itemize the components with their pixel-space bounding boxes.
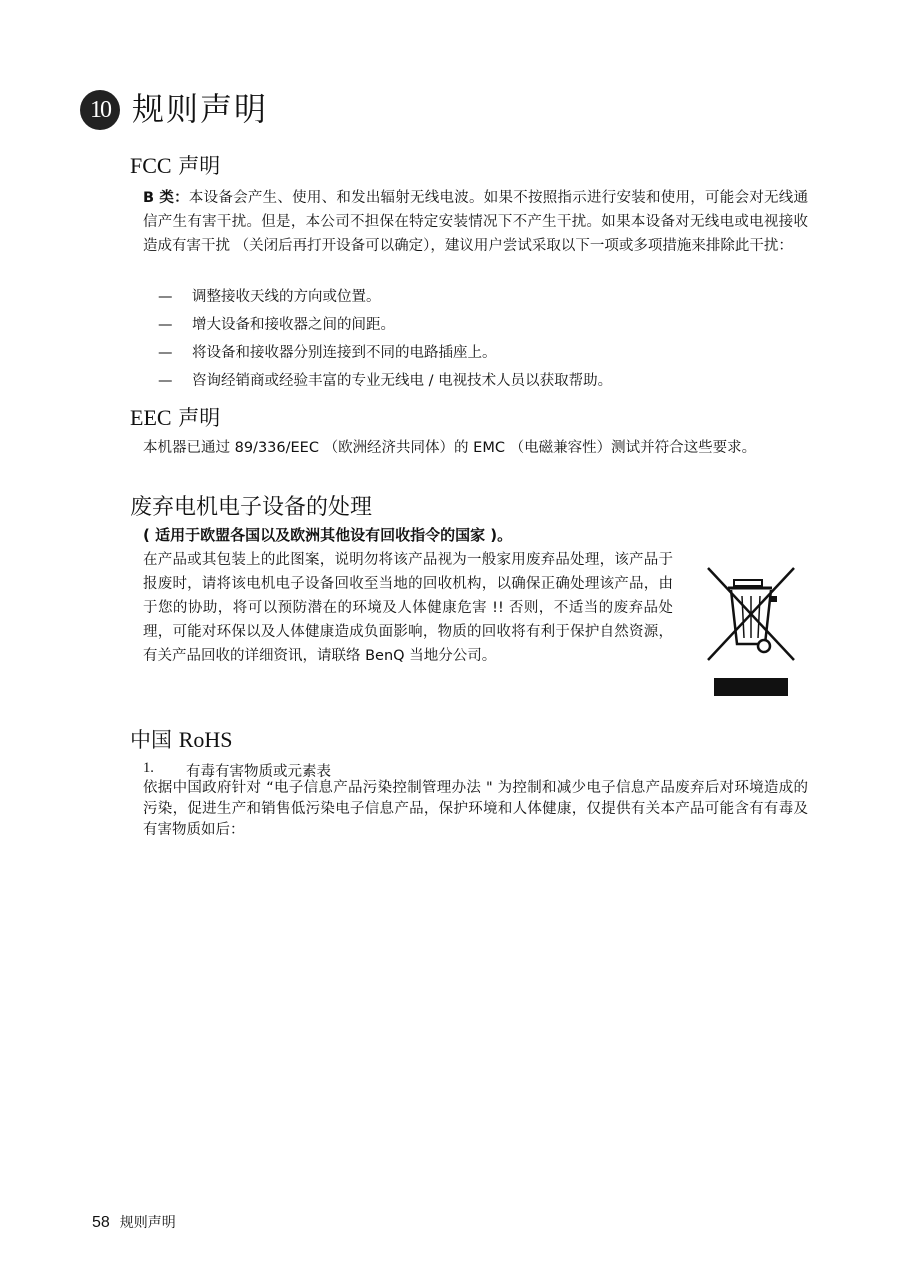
list-item-text: 咨询经销商或经验丰富的专业无线电 / 电视技术人员以获取帮助。 — [192, 373, 613, 389]
chapter-number-badge: 10 — [80, 90, 120, 130]
weee-heading: 废弃电机电子设备的处理 — [130, 495, 373, 520]
bullet-dash: — — [158, 317, 173, 333]
fcc-body: 本设备会产生、使用、和发出辐射无线电波。如果不按照指示进行安装和使用，可能会对无线通信产生有害干扰。但是，本公司不担保在特定安装情况下不产生干扰。如果本设备对无线电或电视接收造成有害干扰 （关闭后再打开设备可以确定），建议用户尝试采取以下一项或多项措施来排除此干扰： — [143, 190, 808, 254]
rohs-paragraph: 依据中国政府针对 “电子信息产品污染控制管理办法 " 为控制和减少电子信息产品废弃后对环境造成的污染，促进生产和销售低污染电子信息产品，保护环境和人体健康，仅提供有关本产品可能含有有毒及有害物质如后： — [143, 780, 808, 838]
item-number: 1. — [143, 760, 154, 776]
rohs-heading-latin: RoHS — [178, 727, 233, 752]
item-label: 有毒有害物质或元素表 — [186, 764, 331, 780]
fcc-paragraph — [143, 186, 808, 258]
list-item-text: 将设备和接收器分别连接到不同的电路插座上。 — [192, 345, 497, 361]
bullet-dash: — — [158, 289, 173, 305]
eec-heading-cn: 声明 — [171, 406, 221, 430]
rohs-heading-cn: 中国 — [130, 728, 179, 752]
eec-paragraph: 本机器已通过 89/336/EEC （欧洲经济共同体）的 EMC （电磁兼容性）测试并符合这些要求。 — [143, 440, 757, 456]
fcc-heading — [130, 150, 220, 180]
list-item-text: 调整接收天线的方向或位置。 — [192, 289, 381, 305]
fcc-heading-latin: FCC — [130, 153, 172, 178]
weee-subheading: ( 适用于欧盟各国以及欧洲其他设有回收指令的国家 )。 — [143, 526, 513, 544]
fcc-heading-cn: 声明 — [171, 154, 221, 178]
eec-heading — [130, 402, 220, 432]
fcc-class-label: B 类： — [143, 190, 189, 206]
rohs-heading — [130, 724, 232, 754]
crossed-out-wheelie-bin-icon — [706, 566, 796, 696]
fcc-measures-list — [158, 286, 612, 398]
bullet-dash: — — [158, 345, 173, 361]
list-item — [158, 286, 612, 314]
bullet-dash: — — [158, 373, 173, 389]
list-item — [158, 342, 612, 370]
footer-section-title: 规则声明 — [119, 1215, 176, 1231]
page-footer — [92, 1212, 176, 1232]
weee-paragraph: 在产品或其包装上的此图案，说明勿将该产品视为一般家用废弃品处理，该产品于报废时，请将该电机电子设备回收至当地的回收机构，以确保正确处理该产品，由于您的协助，将可以预防潜在的环境及人体健康危害 !! 否则，不适当的废弃品处理，可能对环保以及人体健康造成负面影响，物质的回收将有利于保护自然资源，有关产品回收的详细资讯，请联络 BenQ 当地分公司。 — [143, 552, 673, 664]
eec-heading-latin: EEC — [130, 405, 172, 430]
page-number: 58 — [92, 1214, 110, 1231]
chapter-title: 规则声明 — [132, 90, 269, 128]
list-item-text: 增大设备和接收器之间的间距。 — [192, 317, 395, 333]
list-item — [158, 370, 612, 398]
list-item — [158, 314, 612, 342]
